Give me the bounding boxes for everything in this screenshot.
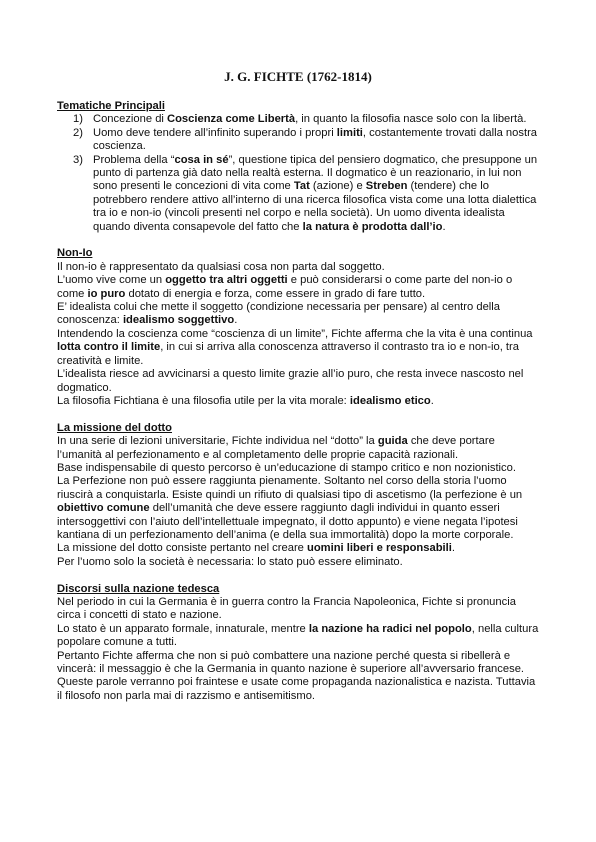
section-discorsi-nazione <box>57 583 541 704</box>
section-text <box>57 261 541 408</box>
section-text <box>57 435 541 569</box>
paragraph <box>57 274 541 301</box>
bold-text: cosa in sé <box>174 153 229 166</box>
paragraph <box>57 261 541 274</box>
paragraph <box>57 301 541 328</box>
text-run: Lo stato è un apparato formale, innaturale, mentre <box>57 622 309 635</box>
text-run: (azione) e <box>309 180 366 193</box>
paragraph <box>57 623 541 650</box>
text-run: e può considerarsi o come parte del non-io o come <box>57 274 513 300</box>
list-item <box>57 127 541 154</box>
paragraph <box>57 475 541 542</box>
section-heading: Discorsi sulla nazione tedesca <box>57 582 220 595</box>
bold-text: io puro <box>87 287 126 300</box>
text-run: . <box>234 314 238 327</box>
text-run: Uomo deve tendere all’infinito superando i propri <box>93 126 337 139</box>
paragraph <box>57 596 541 623</box>
text-run: Problema della “ <box>93 153 175 166</box>
text-run: L’uomo vive come un <box>57 274 166 287</box>
text-run: . <box>451 542 455 555</box>
text-run: Nel periodo in cui la Germania è in guerra contro la Francia Napoleonica, Fichte si pronuncia circa i concetti di stato e nazione. <box>57 595 516 622</box>
bold-text: obiettivo comune <box>57 502 150 515</box>
text-run: dell’umanità che deve essere raggiunto dagli individui in quanto esseri intersoggettivi con l’aiuto dell’intellettuale impegnato, il dotto appunto) e viene negata l’ipotesi kantiana di un perfezionamento dell’anima (e della sua immortalità) dopo la morte corporale. <box>57 502 518 541</box>
section-heading: Tematiche Principali <box>57 100 165 112</box>
text-run: , costantemente trovati dalla nostra coscienza. <box>93 126 538 153</box>
list-number: 2) <box>73 126 83 139</box>
text-run: che deve portare l’umanità al perfezionamento e al completamento delle proprie capacità razionali. <box>57 435 495 461</box>
bold-text: Streben <box>365 180 408 193</box>
text-run: . <box>430 394 434 407</box>
paragraph <box>57 650 541 704</box>
paragraph <box>57 542 541 555</box>
list-item <box>57 154 541 234</box>
text-run: La filosofia Fichtiana è una filosofia utile per la vita morale: <box>57 394 350 407</box>
text-run: , nella cultura popolare comune a tutti. <box>57 622 539 649</box>
section-missione-dotto <box>57 422 541 569</box>
text-run: Intendendo la coscienza come “coscienza di un limite”, Fichte afferma che la vita è una continua <box>57 327 533 340</box>
bold-text: Coscienza come Libertà <box>167 113 296 126</box>
paragraph <box>57 435 541 462</box>
section-heading: La missione del dotto <box>57 421 172 434</box>
list-item <box>57 113 541 126</box>
bold-text: limiti <box>336 126 363 139</box>
page-title: J. G. FICHTE (1762-1814) <box>224 69 372 84</box>
text-run: , in quanto la filosofia nasce solo con la libertà. <box>295 113 527 126</box>
list-number: 1) <box>73 113 83 126</box>
paragraph <box>57 328 541 368</box>
paragraph <box>57 556 541 569</box>
bold-text: Tat <box>293 180 310 193</box>
text-run: L’idealista riesce ad avvicinarsi a questo limite grazie all’io puro, che resta invece nascosto nel dogmatico. <box>57 368 524 394</box>
text-run: Concezione di <box>93 113 168 126</box>
text-run: dotato di energia e forza, come essere in grado di fare tutto. <box>125 287 426 300</box>
text-run: Pertanto Fichte afferma che non si può combattere una nazione perché questa si ribellerà e vincerà: il messaggio è che la Germania in quanto nazione è superiore all’avversario francese. Queste parole verranno poi fraintese e usate come propaganda nazionalistica e nazista. Tuttavia il filosofo non parla mai di razzismo e antisemitismo. <box>57 649 536 702</box>
section-tematiche <box>57 100 541 234</box>
text-run: Base indispensabile di questo percorso è un’educazione di stampo critico e non nozionistico. <box>57 461 516 474</box>
text-run: In una serie di lezioni universitarie, Fichte individua nel “dotto” la <box>57 435 378 448</box>
bold-text: guida <box>377 435 408 448</box>
section-heading: Non-Io <box>57 247 93 260</box>
text-run: E’ idealista colui che mette il soggetto (condizione necessaria per pensare) al centro della conoscenza: <box>57 301 500 327</box>
bold-text: uomini liberi e responsabili <box>307 542 452 555</box>
text-run: . <box>442 220 446 233</box>
text-run: ”, questione tipica del pensiero dogmatico, che presuppone un punto di partenza già dato nella realtà esterna. Il dogmatico è un reazionario, in lui non sono presenti le concezioni di vita come <box>93 153 538 193</box>
bold-text: lotta contro il limite <box>57 341 161 354</box>
bold-text: idealismo etico <box>349 394 431 407</box>
text-run: La missione del dotto consiste pertanto nel creare <box>57 542 307 555</box>
paragraph <box>57 462 541 475</box>
text-run: La Perfezione non può essere raggiunta pienamente. Soltanto nel corso della storia l’uomo riuscirà a conquistarla. Esiste quindi un rifiuto di qualsiasi tipo di ascetismo (la perfezione è un <box>57 475 523 501</box>
text-run: , in cui si arriva alla conoscenza attraverso il contrasto tra io e non-io, tra creatività e limite. <box>57 341 519 367</box>
text-run: (tendere) che lo potrebbero rendere attivo all’interno di una ricerca filosofica vista come una lotta dialettica tra io e non-io (vincoli presenti nel corpo e nella società). Un uomo diventa idealista quando diventa consapevole del fatto che <box>93 180 537 233</box>
numbered-list <box>57 113 541 234</box>
document-body <box>57 100 541 717</box>
section-text <box>57 596 541 703</box>
section-non-io <box>57 247 541 408</box>
bold-text: la natura è prodotta dall’io <box>302 220 443 233</box>
bold-text: oggetto tra altri oggetti <box>165 274 288 287</box>
bold-text: idealismo soggettivo <box>122 314 235 327</box>
paragraph <box>57 368 541 395</box>
bold-text: la nazione ha radici nel popolo <box>308 622 472 635</box>
paragraph <box>57 395 541 408</box>
text-run: Per l’uomo solo la società è necessaria: lo stato può essere eliminato. <box>57 555 403 568</box>
list-number: 3) <box>73 153 83 166</box>
text-run: Il non-io è rappresentato da qualsiasi cosa non parta dal soggetto. <box>57 260 385 273</box>
